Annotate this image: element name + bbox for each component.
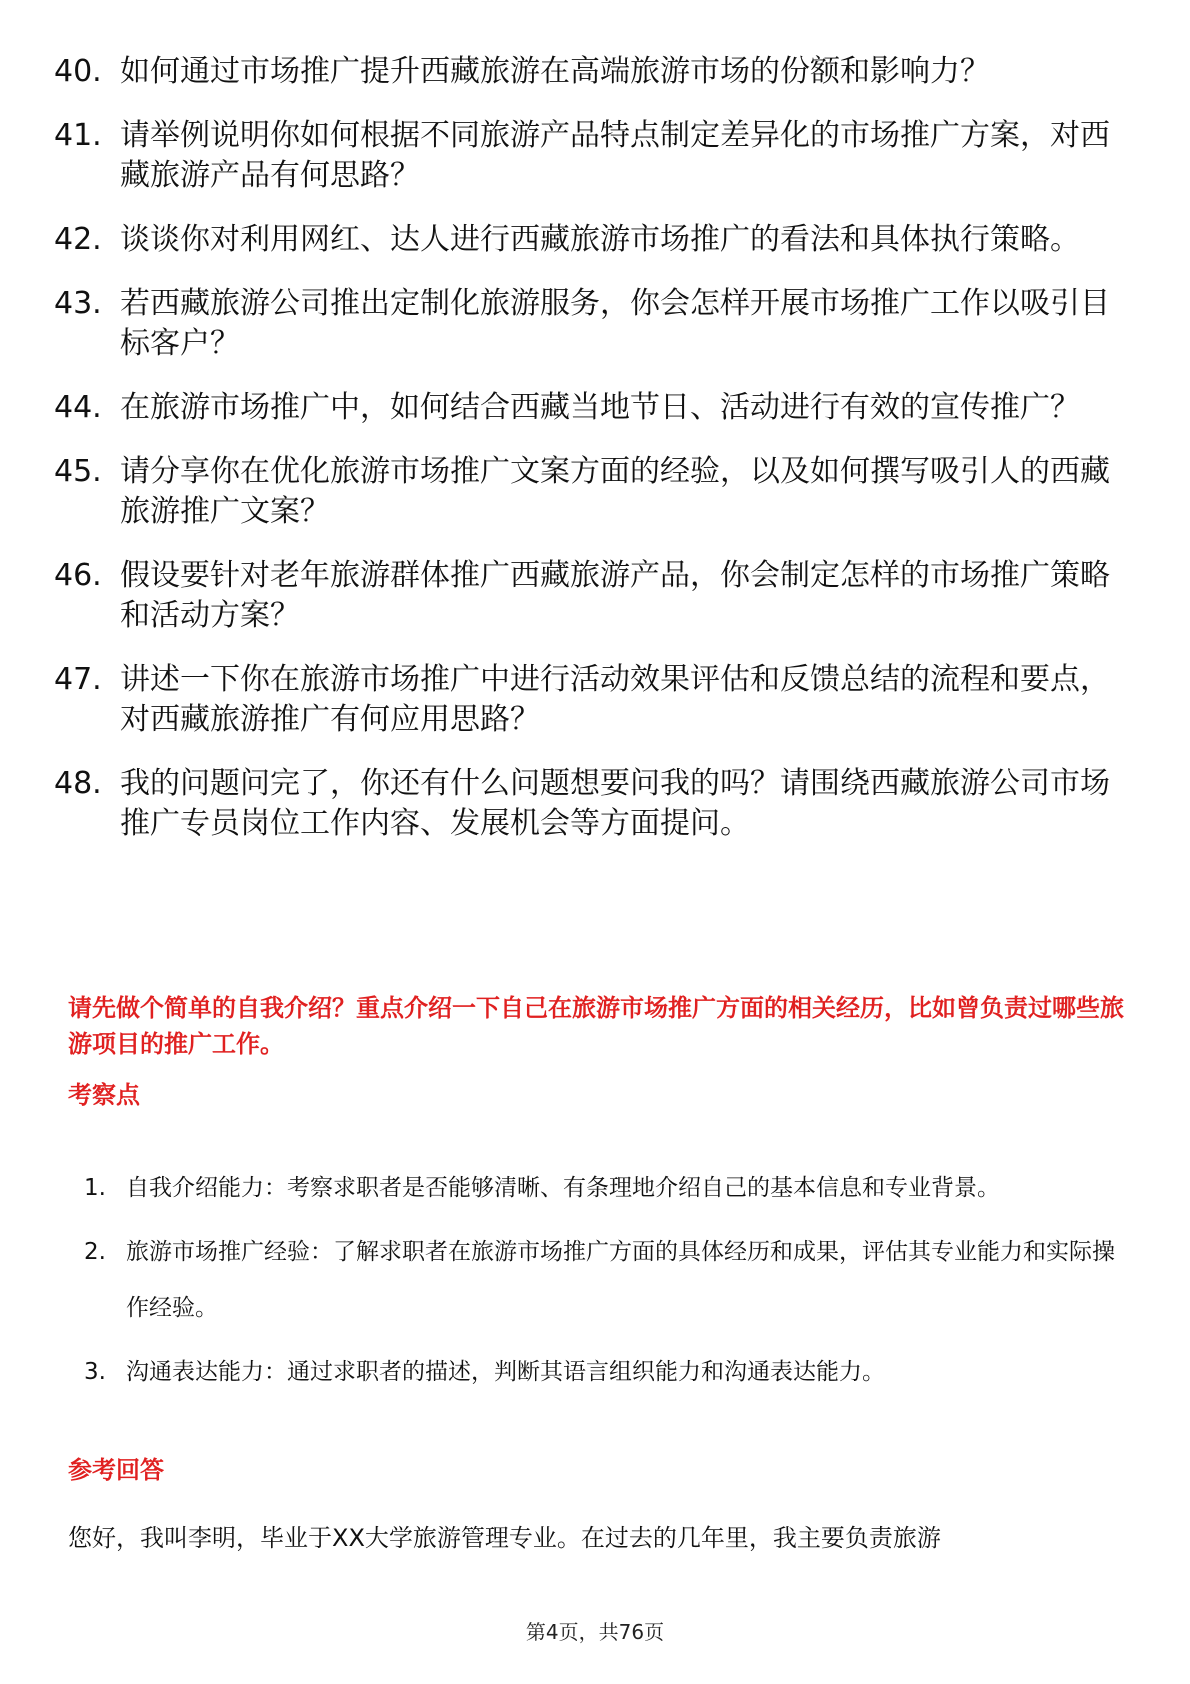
- question-number: 45.: [54, 454, 102, 489]
- question-text: 请分享你在优化旅游市场推广文案方面的经验，以及如何撰写吸引人的西藏旅游推广文案？: [120, 454, 1110, 529]
- question-number: 42.: [54, 222, 102, 257]
- question-number: 46.: [54, 558, 102, 593]
- list-item: [54, 660, 1134, 740]
- list-item: [54, 556, 1134, 636]
- question-text: 谈谈你对利用网红、达人进行西藏旅游市场推广的看法和具体执行策略。: [120, 222, 1080, 257]
- featured-question: 请先做个简单的自我介绍？重点介绍一下自己在旅游市场推广方面的相关经历，比如曾负责过哪些旅游项目的推广工作。: [68, 994, 1124, 1058]
- point-number: 3.: [84, 1359, 106, 1385]
- list-item: [84, 1160, 1134, 1216]
- question-text: 讲述一下你在旅游市场推广中进行活动效果评估和反馈总结的流程和要点，对西藏旅游推广有何应用思路？: [120, 662, 1110, 737]
- question-number: 44.: [54, 390, 102, 425]
- question-number: 47.: [54, 662, 102, 697]
- page-number: 第4页，共76页: [525, 1620, 665, 1644]
- question-number: 40.: [54, 54, 102, 89]
- list-item: [84, 1344, 1134, 1400]
- list-item: [84, 1224, 1134, 1336]
- question-text: 在旅游市场推广中，如何结合西藏当地节日、活动进行有效的宣传推广？: [120, 390, 1080, 425]
- list-item: [54, 452, 1134, 532]
- question-text: 若西藏旅游公司推出定制化旅游服务，你会怎样开展市场推广工作以吸引目标客户？: [120, 286, 1110, 361]
- point-number: 2.: [84, 1239, 106, 1265]
- reference-title: 参考回答: [68, 1456, 164, 1484]
- question-text: 如何通过市场推广提升西藏旅游在高端旅游市场的份额和影响力？: [120, 54, 990, 89]
- point-text: 沟通表达能力：通过求职者的描述，判断其语言组织能力和沟通表达能力。: [126, 1359, 885, 1385]
- question-number: 41.: [54, 118, 102, 153]
- point-number: 1.: [84, 1175, 106, 1201]
- reference-answer: 您好，我叫李明，毕业于XX大学旅游管理专业。在过去的几年里，我主要负责旅游: [68, 1524, 941, 1552]
- list-item: [54, 220, 1134, 260]
- assessment-title: 考察点: [68, 1081, 140, 1109]
- question-number: 48.: [54, 766, 102, 801]
- question-text: 请举例说明你如何根据不同旅游产品特点制定差异化的市场推广方案，对西藏旅游产品有何思路？: [120, 118, 1110, 193]
- question-text: 假设要针对老年旅游群体推广西藏旅游产品，你会制定怎样的市场推广策略和活动方案？: [120, 558, 1110, 633]
- point-text: 自我介绍能力：考察求职者是否能够清晰、有条理地介绍自己的基本信息和专业背景。: [126, 1175, 1000, 1201]
- list-item: [54, 388, 1134, 428]
- question-list: [54, 52, 1134, 868]
- point-text: 旅游市场推广经验：了解求职者在旅游市场推广方面的具体经历和成果，评估其专业能力和实际操作经验。: [126, 1239, 1115, 1321]
- assessment-points: [84, 1160, 1134, 1408]
- list-item: [54, 116, 1134, 196]
- list-item: [54, 52, 1134, 92]
- list-item: [54, 284, 1134, 364]
- question-text: 我的问题问完了，你还有什么问题想要问我的吗？请围绕西藏旅游公司市场推广专员岗位工作内容、发展机会等方面提问。: [120, 766, 1110, 841]
- question-number: 43.: [54, 286, 102, 321]
- list-item: [54, 764, 1134, 844]
